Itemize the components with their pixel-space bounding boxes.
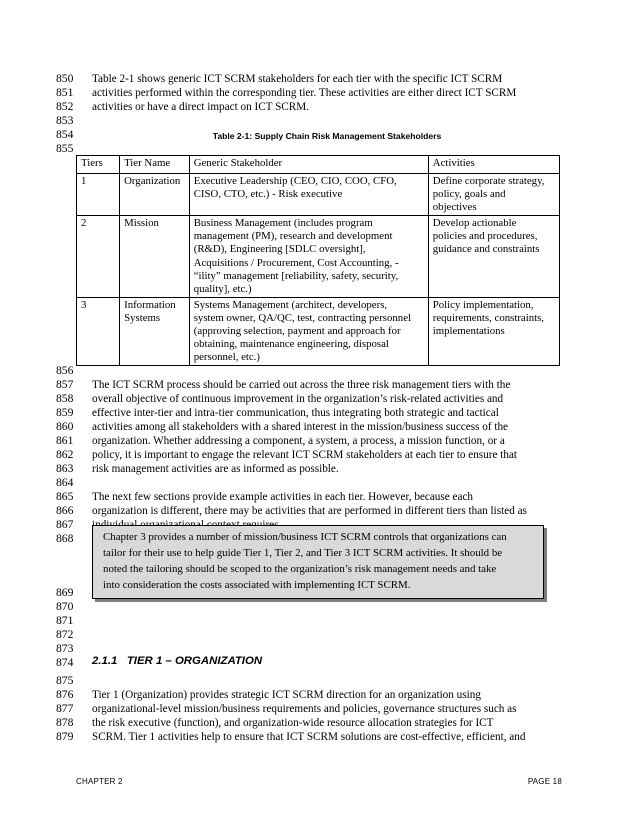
table-row: [77, 297, 560, 365]
line-number: 872: [56, 628, 74, 641]
stakeholder-table: [76, 155, 560, 366]
text-line: organizational-level mission/business requirements and policies, governance structures such as: [92, 703, 517, 715]
stakeholder-cell: [189, 174, 428, 216]
line-number: 860: [56, 420, 74, 433]
line-number: 854: [56, 128, 74, 141]
line-number: 864: [56, 476, 74, 489]
callout-line: noted the tailoring should be scoped to the organization’s risk management needs and take: [103, 563, 497, 575]
tier-cell: 1: [77, 174, 120, 216]
line-number: 861: [56, 434, 74, 447]
cell-line: Develop actionable: [432, 217, 517, 230]
cell-line: “ility” management [reliability, safety, security,: [193, 269, 399, 282]
line-number: 851: [56, 86, 74, 99]
tier-name-cell: [120, 216, 190, 298]
line-number: 866: [56, 504, 74, 517]
cell-line: Organization: [124, 175, 181, 187]
line-number: 863: [56, 462, 74, 475]
activities-cell: [428, 297, 559, 365]
cell-line: obtaining, maintenance engineering, disposal: [193, 338, 389, 351]
tier-name-cell: [120, 174, 190, 216]
text-line: the risk executive (function), and organization-wide resource allocation strategies for ICT: [92, 717, 494, 729]
text-line: The next few sections provide example activities in each tier. However, because each: [92, 491, 474, 503]
line-number: 873: [56, 642, 74, 655]
line-number: 853: [56, 114, 74, 127]
table-row: [77, 216, 560, 298]
text-line: policy, it is important to engage the relevant ICT SCRM stakeholders at each tier to ensure that: [92, 449, 518, 461]
cell-line: CISO, CTO, etc.) - Risk executive: [193, 188, 343, 201]
line-number: 858: [56, 392, 74, 405]
line-number: 850: [56, 72, 74, 85]
cell-line: requirements, constraints,: [432, 311, 545, 324]
stakeholder-cell: [189, 297, 428, 365]
table-header-row: [77, 156, 560, 174]
cell-line: (approving selection, payment and approach for: [193, 325, 401, 338]
callout-line: Chapter 3 provides a number of mission/business ICT SCRM controls that organizations can: [103, 531, 507, 543]
line-number: 875: [56, 674, 74, 687]
text-line: The ICT SCRM process should be carried out across the three risk management tiers with the: [92, 379, 511, 391]
callout-box: [92, 525, 544, 599]
cell-line: Policy implementation,: [432, 298, 534, 311]
cell-line: policies and procedures,: [432, 230, 538, 243]
text-line: organization is different, there may be activities that are performed in different tiers than listed as: [92, 505, 527, 517]
cell-line: system owner, QA/QC, test, contracting personnel: [193, 311, 411, 324]
line-number: 857: [56, 378, 74, 391]
line-number: 869: [56, 586, 74, 599]
line-number: 878: [56, 716, 74, 729]
cell-line: quality], etc.): [193, 282, 252, 295]
cell-line: Acquisitions / Procurement, Cost Accounting, -: [193, 256, 399, 269]
line-number: 865: [56, 490, 74, 503]
text-line: activities among all stakeholders with a shared interest in the mission/business success of the: [92, 421, 509, 433]
text-line: risk management activities are as informed as possible.: [92, 463, 339, 475]
cell-line: personnel, etc.): [193, 351, 260, 364]
line-number: 868: [56, 532, 74, 545]
line-number: 874: [56, 656, 74, 669]
header-cell: Tier Name: [120, 156, 190, 174]
tier-cell: 2: [77, 216, 120, 298]
text-line: Table 2-1 shows generic ICT SCRM stakeholders for each tier with the specific ICT SCRM: [92, 73, 503, 85]
text-line: Tier 1 (Organization) provides strategic ICT SCRM direction for an organization using: [92, 689, 481, 701]
section-heading: 2.1.1 TIER 1 – ORGANIZATION: [92, 655, 263, 667]
cell-line: management (PM), research and development: [193, 230, 393, 243]
footer-chapter: CHAPTER 2: [76, 777, 123, 786]
footer-page: PAGE 18: [527, 777, 562, 786]
cell-line: Information: [124, 298, 176, 311]
table-row: [77, 174, 560, 216]
cell-line: Systems Management (architect, developers,: [193, 298, 388, 311]
header-cell: Generic Stakeholder: [189, 156, 428, 174]
line-number: 877: [56, 702, 74, 715]
callout-line: into consideration the costs associated with implementing ICT SCRM.: [103, 579, 411, 591]
line-number: 870: [56, 600, 74, 613]
text-line: organization. Whether addressing a component, a system, a process, a mission function, or a: [92, 435, 505, 447]
line-number: 871: [56, 614, 74, 627]
line-number: 859: [56, 406, 74, 419]
cell-line: policy, goals and: [432, 188, 506, 201]
text-line: overall objective of continuous improvement in the organization’s risk-related activities and: [92, 393, 504, 405]
cell-line: implementations: [432, 325, 505, 338]
text-line: effective inter-tier and intra-tier communication, thus integrating both strategic and tactical: [92, 407, 499, 419]
line-number: 855: [56, 142, 74, 155]
cell-line: Business Management (includes program: [193, 217, 373, 230]
text-line: SCRM. Tier 1 activities help to ensure that ICT SCRM solutions are cost-effective, efficient, and: [92, 731, 526, 743]
cell-line: Systems: [124, 311, 161, 324]
line-number: 879: [56, 730, 74, 743]
callout-line: tailor for their use to help guide Tier 1, Tier 2, and Tier 3 ICT SCRM activities. It should be: [103, 547, 503, 559]
tier-name-cell: [120, 297, 190, 365]
cell-line: (R&D), Engineering [SDLC oversight],: [193, 243, 366, 256]
header-cell: Tiers: [77, 156, 120, 174]
text-line: activities or have a direct impact on ICT SCRM.: [92, 101, 309, 113]
cell-line: objectives: [432, 201, 477, 214]
line-number: 852: [56, 100, 74, 113]
cell-line: Executive Leadership (CEO, CIO, COO, CFO,: [193, 175, 397, 187]
line-number: 862: [56, 448, 74, 461]
cell-line: guidance and constraints: [432, 243, 540, 256]
table-caption: Table 2-1: Supply Chain Risk Management Stakeholders: [212, 131, 442, 141]
cell-line: Define corporate strategy,: [432, 175, 545, 187]
activities-cell: [428, 174, 559, 216]
header-cell: Activities: [428, 156, 559, 174]
stakeholder-cell: [189, 216, 428, 298]
line-number: 876: [56, 688, 74, 701]
activities-cell: [428, 216, 559, 298]
line-number: 856: [56, 364, 74, 377]
cell-line: Mission: [124, 217, 159, 230]
tier-cell: 3: [77, 297, 120, 365]
text-line: activities performed within the corresponding tier. These activities are either direct ICT SCRM: [92, 87, 517, 99]
line-number: 867: [56, 518, 74, 531]
